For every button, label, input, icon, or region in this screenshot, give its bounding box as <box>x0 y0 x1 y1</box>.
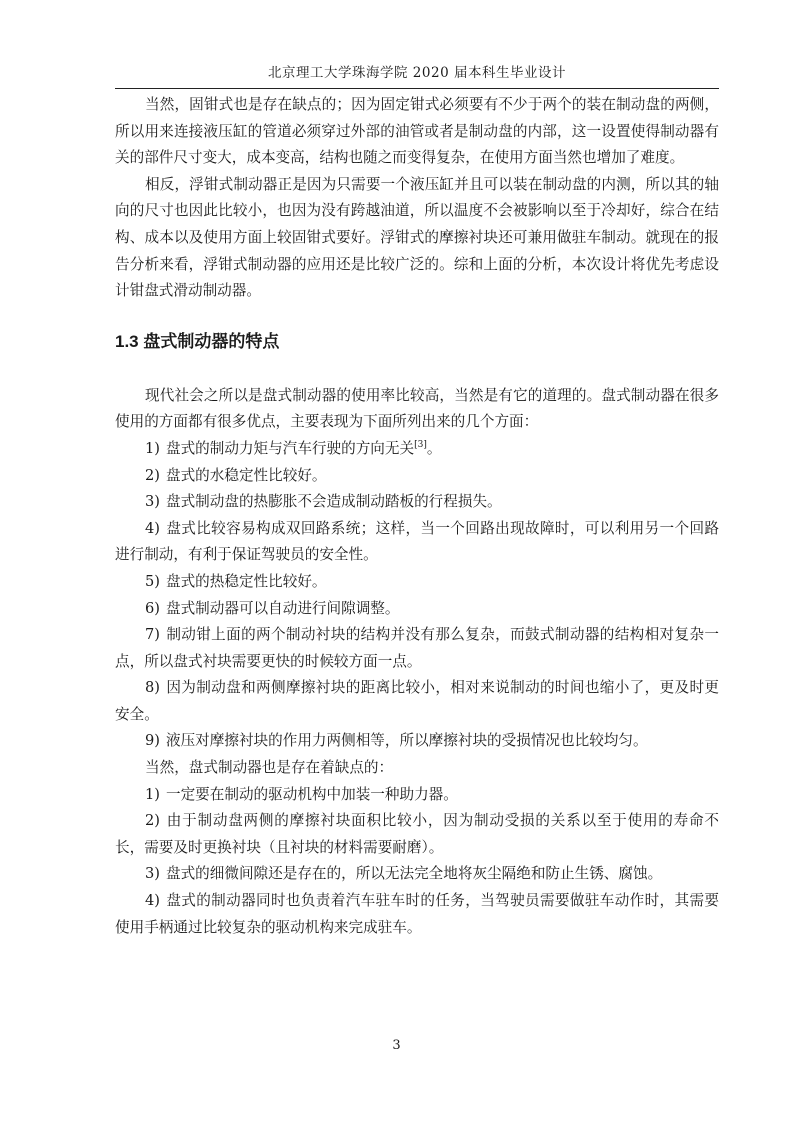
list-item <box>115 569 719 596</box>
list-number: 2) <box>145 466 160 484</box>
list-text: 盘式的热稳定性比较好。 <box>165 572 327 590</box>
list-number: 6) <box>145 599 160 617</box>
list-item <box>115 861 719 888</box>
list-number: 4) <box>145 519 160 537</box>
list-number: 7) <box>145 626 160 644</box>
list-item <box>115 675 719 728</box>
list-item <box>115 888 719 941</box>
section-heading: 1.3 盘式制动器的特点 <box>115 331 280 351</box>
list-text: 盘式制动器可以自动进行间隙调整。 <box>165 599 400 617</box>
paragraph-floating-caliper: 相反，浮钳式制动器正是因为只需要一个液压缸并且可以装在制动盘的内测，所以其的轴向的尺寸也因此比较小，也因为没有跨越油道，所以温度不会被影响以至于冷却好，综合在结构、成本以及使用方面上较固钳式要好。浮钳式的摩擦衬块还可兼用做驻车制动。就现在的报告分析来看，浮钳式制动器的应用还是比较广泛的。综和上面的分析，本次设计将优先考虑设计钳盘式滑动制动器。 <box>115 175 719 300</box>
list-item <box>115 436 719 463</box>
page-header: 北京理工大学珠海学院 2020 届本科生毕业设计 <box>268 65 566 81</box>
list-text: 一定要在制动的驱动机构中加装一种助力器。 <box>165 785 458 803</box>
list-item <box>115 728 719 755</box>
list-number: 3) <box>145 493 160 511</box>
page-body <box>115 92 719 941</box>
list-number: 5) <box>145 572 160 590</box>
list-number: 1) <box>145 785 160 803</box>
list-number: 2) <box>145 812 160 830</box>
list-text: 盘式的制动器同时也负责着汽车驻车时的任务，当驾驶员需要做驻车动作时，其需要使用手柄通过比较复杂的驱动机构来完成驻车。 <box>115 892 719 936</box>
list-text: 制动钳上面的两个制动衬块的结构并没有那么复杂，而鼓式制动器的结构相对复杂一点，所以盘式衬块需要更快的时候较方面一点。 <box>115 626 719 670</box>
list-item <box>115 489 719 516</box>
list-number: 1) <box>145 439 160 457</box>
citation-reference: [3] <box>414 440 427 451</box>
list-text: 盘式比较容易构成双回路系统；这样，当一个回路出现故障时，可以利用另一个回路进行制动，有利于保证驾驶员的安全性。 <box>115 519 719 564</box>
advantages-list <box>115 436 719 755</box>
page-number: 3 <box>392 1038 401 1053</box>
disadvantages-intro: 当然，盘式制动器也是存在着缺点的： <box>145 759 394 777</box>
list-number: 3) <box>145 865 160 883</box>
list-text: 盘式的细微间隙还是存在的，所以无法完全地将灰尘隔绝和防止生锈、腐蚀。 <box>165 865 663 883</box>
list-number: 8) <box>145 679 160 697</box>
list-text: 因为制动盘和两侧摩擦衬块的距离比较小，相对来说制动的时间也缩小了，更及时更安全。 <box>115 679 719 723</box>
list-text: 盘式的水稳定性比较好。 <box>165 466 327 484</box>
list-item <box>115 596 719 623</box>
paragraph-fixed-caliper-drawbacks: 当然，固钳式也是存在缺点的；因为固定钳式必须要有不少于两个的装在制动盘的两侧，所以用来连接液压缸的管道必须穿过外部的油管或者是制动盘的内部，这一设置使得制动器有关的部件尺寸变大，成本变高，结构也随之而变得复杂，在使用方面当然也增加了难度。 <box>115 96 719 167</box>
list-text: 由于制动盘两侧的摩擦衬块面积比较小，因为制动受损的关系以至于使用的寿命不长，需要及时更换衬块（且衬块的材料需要耐磨）。 <box>115 812 719 856</box>
list-item <box>115 808 719 861</box>
list-text: 盘式的制动力矩与汽车行驶的方向无关 <box>165 439 415 457</box>
list-item <box>115 463 719 490</box>
list-item <box>115 516 719 569</box>
list-text: 盘式制动盘的热膨胀不会造成制动踏板的行程损失。 <box>165 493 502 511</box>
disadvantages-list <box>115 782 719 942</box>
list-item <box>115 782 719 809</box>
header-divider <box>115 88 719 89</box>
list-item <box>115 622 719 675</box>
list-number: 4) <box>145 892 160 910</box>
section-intro-paragraph: 现代社会之所以是盘式制动器的使用率比较高，当然是有它的道理的。盘式制动器在很多使用的方面都有很多优点，主要表现为下面所列出来的几个方面： <box>115 386 719 431</box>
list-text-end: 。 <box>426 439 442 457</box>
list-text: 液压对摩擦衬块的作用力两侧相等，所以摩擦衬块的受损情况也比较均匀。 <box>165 732 648 750</box>
list-number: 9) <box>145 732 160 750</box>
